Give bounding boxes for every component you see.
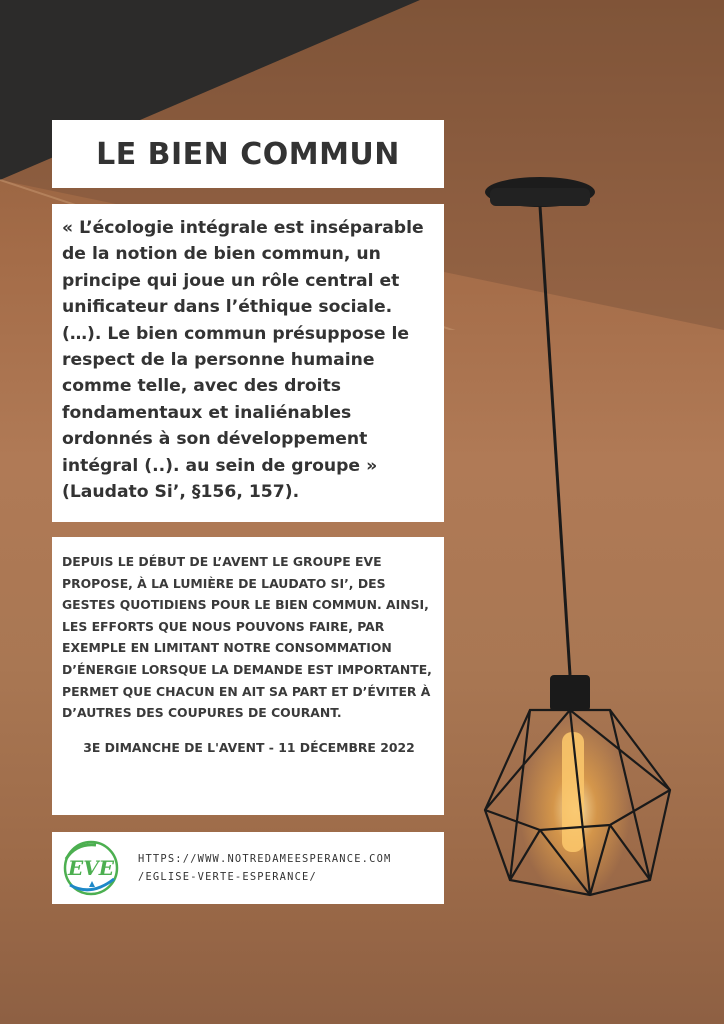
laudato-si-quote: « L’écologie intégrale est inséparable de la notion de bien commun, un principe qui joue un rôle central et unificateur dans l’éthique sociale. (…). Le bien commun présuppose le respect de la personne humaine comme telle, avec des droits fondamentaux et inaliénables ordonnés à son développement intégral (..). au sein de groupe » (Laudato Si’, §156, 157). <box>62 218 424 503</box>
logo-text: EVE <box>67 856 115 880</box>
pendant-lamp-icon <box>470 170 700 910</box>
website-link[interactable] <box>138 850 392 886</box>
date-line: 3E DIMANCHE DE L'AVENT - 11 DÉCEMBRE 2022 <box>83 739 415 755</box>
title-panel <box>52 120 444 188</box>
quote-panel <box>52 204 444 522</box>
info-text: DEPUIS LE DÉBUT DE L’AVENT LE GROUPE EVE PROPOSE, À LA LUMIÈRE DE LAUDATO SI’, DES GESTES QUOTIDIENS POUR LE BIEN COMMUN. AINSI, LES EFFORTS QUE NOUS POUVONS FAIRE, PAR EXEMPLE EN LIMITANT NOTRE CONSOMMATION D’ÉNERGIE LORSQUE LA DEMANDE EST IMPORTANTE, PERMET QUE CHACUN EN AIT SA PART ET D’ÉVITER À D’AUTRES DES COUPURES DE COURANT. <box>62 554 432 721</box>
eve-logo <box>56 839 126 897</box>
eve-logo-icon <box>56 839 126 897</box>
url-line-2[interactable]: /EGLISE-VERTE-ESPERANCE/ <box>138 871 317 883</box>
page-title: LE BIEN COMMUN <box>96 136 400 172</box>
info-panel <box>52 537 444 815</box>
url-line-1[interactable]: HTTPS://WWW.NOTREDAMEESPERANCE.COM <box>138 853 392 865</box>
link-panel <box>52 832 444 904</box>
